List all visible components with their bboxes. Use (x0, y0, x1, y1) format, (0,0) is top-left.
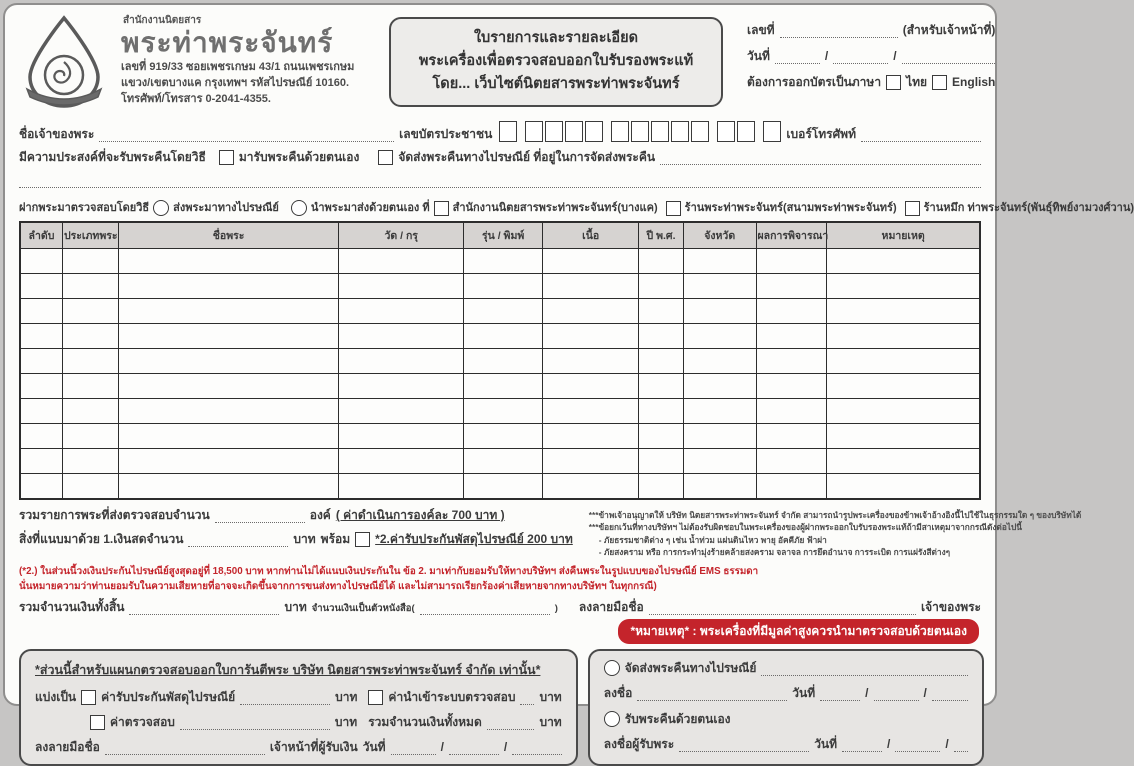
form-title-line-3: โดย... เว็บไซต์นิตยสารพระท่าพระจันทร์ (432, 76, 680, 93)
table-row (20, 349, 980, 374)
insurance-checkbox[interactable] (355, 532, 370, 547)
column-header: ชื่อพระ (118, 222, 339, 249)
insurance-warning (19, 564, 981, 594)
table-cell[interactable] (827, 474, 980, 500)
return-self-label: มารับพระคืนด้วยตนเอง (238, 150, 360, 164)
table-row (20, 449, 980, 474)
language-english-label: English (952, 75, 996, 89)
table-cell[interactable] (827, 424, 980, 449)
table-cell[interactable] (464, 449, 543, 474)
bottom-section (19, 649, 981, 766)
table-cell[interactable] (118, 424, 339, 449)
date-separator: / (440, 740, 444, 755)
return-confirm-box (588, 649, 984, 766)
table-cell[interactable] (827, 324, 980, 349)
grand-total-label: รวมจำนวนเงินทั้งสิ้น (19, 600, 125, 615)
return-date-day-field[interactable] (820, 688, 860, 701)
id-number-boxes (497, 121, 781, 142)
baht-label: บาท (293, 532, 316, 546)
date-year-field[interactable] (902, 51, 996, 64)
table-row (20, 249, 980, 274)
table-cell[interactable] (827, 274, 980, 299)
id-number-label: เลขบัตรประชาชน (399, 127, 493, 141)
column-header: จังหวัด (683, 222, 756, 249)
table-cell[interactable] (62, 349, 118, 374)
id-digit-box[interactable] (763, 121, 781, 142)
high-value-note-badge: *หมายเหตุ* : พระเครื่องที่มีมูลค่าสูงควรนำมาตรวจสอบด้วยตนเอง (618, 619, 979, 644)
summary-fee-note: ( ค่าดำเนินการองค์ละ 700 บาท ) (335, 508, 505, 522)
table-cell[interactable] (756, 399, 827, 424)
note-badge-row (19, 619, 981, 644)
table-cell[interactable] (62, 399, 118, 424)
warning-line-2: นั่นหมายความว่าท่านยอมรับในความเสียหายที่อาจจะเกิดขึ้นจากการขนส่งทางไปรษณีย์ได้ และไม่สามารถเรียกร้องค่าเสียหายจากทางบริษัทฯ ในทุกกรณี) (19, 580, 657, 592)
warning-line-1: (*2.) ในส่วนนี้วงเงินประกันไปรษณีย์สูงสุดอยู่ที่ 18,500 บาท หากท่านไม่ได้แนบเงินประกันใน ข้อ 2. มาเท่ากับยอมรับให้ทางบริษัทฯ ส่งคืนพระในรูปแบบของไปรษณีย์ EMS ธรรมดา (19, 565, 759, 577)
return-post-label: จัดส่งพระคืนทางไปรษณีย์ ที่อยู่ในการจัดส่งพระคืน (398, 150, 656, 164)
summary-left (19, 508, 573, 547)
table-cell[interactable] (639, 399, 684, 424)
column-header: รุ่น / พิมพ์ (464, 222, 543, 249)
table-cell[interactable] (827, 399, 980, 424)
phone-label: เบอร์โทรศัพท์ (786, 127, 856, 141)
place-office-label: สำนักงานนิตยสารพระท่าพระจันทร์(บางแค) (452, 202, 658, 215)
table-cell[interactable] (683, 299, 756, 324)
date-separator: / (887, 737, 891, 752)
table-cell[interactable] (827, 374, 980, 399)
language-english-checkbox[interactable] (932, 75, 947, 90)
table-cell[interactable] (639, 274, 684, 299)
table-cell[interactable] (339, 324, 464, 349)
table-cell[interactable] (683, 324, 756, 349)
id-digit-box[interactable] (651, 121, 669, 142)
office-label: สำนักงานนิตยสาร (123, 15, 202, 26)
deposit-inperson-label: นำพระมาส่งด้วยตนเอง ที่ (310, 202, 430, 215)
table-cell[interactable] (339, 249, 464, 274)
return-date-month-field[interactable] (874, 688, 919, 701)
deposit-post-label: ส่งพระมาทางไปรษณีย์ (173, 202, 279, 215)
table-cell[interactable] (62, 374, 118, 399)
table-row (20, 374, 980, 399)
fine-print-line-4: - ภัยสงคราม หรือ การกระทำมุ่งร้ายคล้ายสงคราม จลาจล การยึดอำนาจ การระเบิด การแผ่รังสีต่างๆ (598, 547, 951, 558)
amount-in-words-field[interactable] (420, 602, 550, 615)
table-cell[interactable] (756, 249, 827, 274)
return-self-radio[interactable] (604, 711, 620, 727)
table-cell[interactable] (827, 349, 980, 374)
date-label: วันที่ (747, 49, 770, 63)
owner-name-label: ชื่อเจ้าของพระ (19, 127, 95, 141)
table-cell[interactable] (62, 299, 118, 324)
table-cell[interactable] (683, 474, 756, 500)
table-cell[interactable] (683, 249, 756, 274)
id-digit-box[interactable] (545, 121, 563, 142)
table-cell[interactable] (827, 249, 980, 274)
amount-in-words-label: จำนวนเงินเป็นตัวหนังสือ( (311, 603, 415, 615)
table-cell[interactable] (464, 274, 543, 299)
table-row (20, 324, 980, 349)
place-shop2-label: ร้านหมึก ท่าพระจันทร์(พันธุ์ทิพย์งามวงศ์วาน) (923, 202, 1134, 215)
table-cell[interactable] (464, 374, 543, 399)
deposit-inperson-radio[interactable] (291, 200, 307, 216)
table-cell[interactable] (464, 349, 543, 374)
fine-print-block (589, 508, 1082, 559)
office-box-title: *ส่วนนี้สำหรับแผนกตรวจสอบออกใบการันตีพระ บริษัท นิตยสารพระท่าพระจันทร์ จำกัด เท่านั้น* (35, 663, 541, 678)
table-cell[interactable] (639, 474, 684, 500)
form-paper (3, 3, 1134, 755)
table-cell[interactable] (339, 299, 464, 324)
table-cell[interactable] (118, 374, 339, 399)
table-cell[interactable] (464, 424, 543, 449)
fine-print-line-3: - ภัยธรรมชาติต่าง ๆ เช่น น้ำท่วม แผ่นดินไหว พายุ อัคคีภัย ฟ้าผ่า (598, 534, 827, 545)
table-cell[interactable] (20, 474, 62, 500)
table-cell[interactable] (20, 449, 62, 474)
receive-date-day-field[interactable] (842, 739, 882, 752)
baht-label: บาท (539, 690, 562, 705)
table-cell[interactable] (118, 324, 339, 349)
table-cell[interactable] (62, 424, 118, 449)
office-total-field[interactable] (487, 717, 535, 730)
amulet-table-header-row (20, 222, 980, 249)
return-by-post-field[interactable] (761, 663, 967, 676)
date-separator: / (945, 737, 949, 752)
deposit-post-radio[interactable] (153, 200, 169, 216)
table-cell[interactable] (543, 349, 639, 374)
table-cell[interactable] (118, 299, 339, 324)
return-method-line (19, 150, 981, 165)
with-label: พร้อม (320, 532, 351, 546)
table-cell[interactable] (543, 424, 639, 449)
mid-section (19, 508, 1082, 559)
table-cell[interactable] (118, 274, 339, 299)
table-cell[interactable] (339, 424, 464, 449)
fee-insurance-checkbox[interactable] (81, 690, 96, 705)
receive-date-month-field[interactable] (895, 739, 940, 752)
baht-label: บาท (335, 690, 358, 705)
date-separator: / (865, 686, 869, 701)
doc-number-field[interactable] (780, 25, 898, 38)
table-row (20, 399, 980, 424)
lotus-flame-logo-icon (19, 15, 109, 109)
summary-count-field[interactable] (215, 510, 305, 523)
table-row (20, 274, 980, 299)
summary-unit-label: องค์ (309, 508, 331, 522)
table-cell[interactable] (683, 349, 756, 374)
table-cell[interactable] (683, 449, 756, 474)
table-cell[interactable] (756, 274, 827, 299)
return-method-label: มีความประสงค์ที่จะรับพระคืนโดยวิธี (19, 150, 206, 164)
return-by-post-radio[interactable] (604, 660, 620, 676)
date-day-field[interactable] (775, 51, 820, 64)
office-date-month-field[interactable] (449, 742, 499, 755)
owner-line (19, 121, 981, 142)
id-digit-box[interactable] (499, 121, 517, 142)
table-cell[interactable] (20, 249, 62, 274)
receiver-sign-field[interactable] (679, 739, 809, 752)
table-cell[interactable] (62, 249, 118, 274)
table-cell[interactable] (639, 324, 684, 349)
table-cell[interactable] (118, 449, 339, 474)
table-cell[interactable] (464, 324, 543, 349)
table-cell[interactable] (683, 274, 756, 299)
table-cell[interactable] (683, 399, 756, 424)
table-cell[interactable] (20, 324, 62, 349)
table-cell[interactable] (20, 424, 62, 449)
table-cell[interactable] (339, 399, 464, 424)
date-separator: / (893, 49, 897, 63)
address-block (121, 60, 379, 108)
table-cell[interactable] (20, 399, 62, 424)
fine-print-line-1: ***ข้าพเจ้าอนุญาตให้ บริษัท นิตยสารพระท่าพระจันทร์ จำกัด สามารถนำรูปพระเครื่องของข้าพเจ้าอ้างอิงนี้ไปใช้ในธุรกรรมใด ๆ ของบริษัทได้ (588, 510, 1082, 520)
column-header: หมายเหตุ (827, 222, 980, 249)
table-row (20, 474, 980, 500)
form-title-line-1: ใบรายการและรายละเอียด (473, 30, 639, 46)
date-separator: / (824, 49, 829, 63)
baht-label: บาท (539, 715, 562, 730)
table-cell[interactable] (339, 274, 464, 299)
table-cell[interactable] (118, 399, 339, 424)
fee-insurance-field[interactable] (240, 692, 330, 705)
table-cell[interactable] (339, 374, 464, 399)
fine-print-line-2: ***ข้อยกเว้นที่ทางบริษัทฯ ไม่ต้องรับผิดชอบในพระเครื่องของผู้ฝากพระออกใบรับรองพระแท้ถ้ามีสาเหตุมาจากกรณีดังต่อไปนี้ (588, 522, 1022, 533)
table-cell[interactable] (756, 349, 827, 374)
table-row (20, 299, 980, 324)
place-shop1-label: ร้านพระท่าพระจันทร์(สนามพระท่าพระจันทร์) (684, 202, 897, 215)
table-cell[interactable] (543, 249, 639, 274)
amount-in-words-close: ) (554, 603, 558, 615)
table-cell[interactable] (118, 474, 339, 500)
table-cell[interactable] (756, 474, 827, 500)
form-title-box (389, 17, 723, 107)
language-thai-checkbox[interactable] (886, 75, 901, 90)
table-cell[interactable] (118, 349, 339, 374)
date-separator: / (503, 740, 508, 755)
baht-label: บาท (284, 600, 307, 615)
place-shop2-checkbox[interactable] (905, 201, 920, 216)
receive-date-year-field[interactable] (954, 739, 968, 752)
amulet-list-table (19, 221, 981, 500)
table-cell[interactable] (756, 424, 827, 449)
amulet-table-body (20, 249, 980, 500)
table-cell[interactable] (639, 299, 684, 324)
officer-signature-field[interactable] (105, 742, 265, 755)
fee-inspect-checkbox[interactable] (90, 715, 105, 730)
attachment-label: สิ่งที่แนบมาด้วย 1.เงินสดจำนวน (19, 532, 184, 546)
place-office-checkbox[interactable] (434, 201, 449, 216)
table-cell[interactable] (20, 349, 62, 374)
id-digit-box[interactable] (565, 121, 583, 142)
table-cell[interactable] (639, 349, 684, 374)
owner-name-field[interactable] (99, 129, 394, 142)
form-title-line-2: พระเครื่องเพื่อตรวจสอบออกใบรับรองพระแท้ (418, 53, 694, 70)
deposit-method-label: ฝากพระมาตรวจสอบโดยวิธี (19, 202, 150, 215)
table-cell[interactable] (639, 249, 684, 274)
date-label: วันที่ (814, 737, 838, 752)
id-digit-box[interactable] (585, 121, 603, 142)
officer-signature-suffix: เจ้าหน้าที่ผู้รับเงิน (269, 740, 358, 755)
return-self-checkbox[interactable] (219, 150, 234, 165)
date-label: วันที่ (362, 740, 386, 755)
table-cell[interactable] (639, 424, 684, 449)
brand-logo (19, 13, 111, 114)
id-digit-box[interactable] (691, 121, 709, 142)
fee-insurance-label: ค่ารับประกันพัสดุไปรษณีย์ (101, 690, 236, 705)
fee-entry-field[interactable] (520, 692, 534, 705)
deposit-method-line (19, 200, 1134, 216)
id-digit-box[interactable] (525, 121, 543, 142)
table-cell[interactable] (339, 349, 464, 374)
owner-signature-label: ลงลายมือชื่อ (578, 600, 644, 615)
table-cell[interactable] (756, 374, 827, 399)
table-cell[interactable] (639, 449, 684, 474)
grand-total-field[interactable] (129, 602, 279, 615)
id-digit-box[interactable] (737, 121, 755, 142)
column-header: ประเภทพระ (62, 222, 118, 249)
table-cell[interactable] (543, 449, 639, 474)
return-self-option-label: รับพระคืนด้วยตนเอง (624, 712, 731, 727)
totals-row (19, 600, 981, 615)
table-cell[interactable] (464, 474, 543, 500)
language-thai-label: ไทย (906, 75, 928, 89)
column-header: เนื้อ (543, 222, 639, 249)
owner-signature-suffix: เจ้าของพระ (921, 600, 981, 615)
receiver-sign-label: ลงชื่อผู้รับพระ (603, 737, 675, 752)
column-header: ปี พ.ศ. (639, 222, 684, 249)
phone-field[interactable] (861, 129, 981, 142)
id-digit-box[interactable] (717, 121, 735, 142)
divide-label: แบ่งเป็น (35, 690, 77, 705)
table-cell[interactable] (20, 299, 62, 324)
table-cell[interactable] (62, 474, 118, 500)
table-row (20, 424, 980, 449)
id-digit-box[interactable] (671, 121, 689, 142)
table-cell[interactable] (62, 449, 118, 474)
column-header: วัด / กรุ (339, 222, 464, 249)
table-cell[interactable] (683, 424, 756, 449)
table-cell[interactable] (339, 474, 464, 500)
table-cell[interactable] (827, 299, 980, 324)
office-date-day-field[interactable] (391, 742, 436, 755)
summary-count-label: รวมรายการพระที่ส่งตรวจสอบจำนวน (19, 508, 210, 522)
office-use-box (19, 649, 578, 766)
brand-block (121, 13, 379, 108)
table-cell[interactable] (543, 474, 639, 500)
return-date-year-field[interactable] (932, 688, 968, 701)
officer-signature-label: ลงลายมือชื่อ (35, 740, 100, 755)
table-cell[interactable] (683, 374, 756, 399)
table-cell[interactable] (756, 299, 827, 324)
id-digit-box[interactable] (631, 121, 649, 142)
return-address-field[interactable] (660, 152, 981, 165)
fee-inspect-field[interactable] (180, 717, 330, 730)
doc-number-label: เลขที่ (747, 23, 775, 37)
office-date-year-field[interactable] (512, 742, 561, 755)
return-sign-field[interactable] (637, 688, 787, 701)
table-cell[interactable] (118, 249, 339, 274)
office-total-label: รวมจำนวนเงินทั้งหมด (368, 715, 482, 730)
table-cell[interactable] (543, 399, 639, 424)
table-cell[interactable] (464, 299, 543, 324)
officer-note: (สำหรับเจ้าหน้าที่) (902, 23, 996, 37)
date-month-field[interactable] (833, 51, 888, 64)
table-cell[interactable] (20, 374, 62, 399)
table-cell[interactable] (464, 399, 543, 424)
id-digit-box[interactable] (611, 121, 629, 142)
table-cell[interactable] (339, 449, 464, 474)
return-post-checkbox[interactable] (378, 150, 393, 165)
fee-entry-checkbox[interactable] (368, 690, 383, 705)
return-address-line2 (19, 175, 981, 188)
table-cell[interactable] (756, 449, 827, 474)
table-cell[interactable] (827, 449, 980, 474)
table-cell[interactable] (756, 324, 827, 349)
date-label: วันที่ (792, 686, 816, 701)
column-header: ลำดับ (20, 222, 62, 249)
form-header (19, 13, 996, 114)
place-shop1-checkbox[interactable] (666, 201, 681, 216)
return-sign-label: ลงชื่อ (603, 686, 633, 701)
table-cell[interactable] (543, 274, 639, 299)
table-cell[interactable] (543, 324, 639, 349)
date-separator: / (923, 686, 927, 701)
table-cell[interactable] (62, 324, 118, 349)
fee-entry-label: ค่านำเข้าระบบตรวจสอบ (388, 690, 516, 705)
table-cell[interactable] (543, 299, 639, 324)
address-line-3: โทรศัพท์/โทรสาร 0-2041-4355. (121, 93, 271, 106)
column-header: ผลการพิจารณา (756, 222, 827, 249)
address-line-2: แขวง/เขตบางแค กรุงเทพฯ รหัสไปรษณีย์ 10160. (121, 77, 350, 90)
language-label: ต้องการออกบัตรเป็นภาษา (747, 75, 882, 89)
table-cell[interactable] (62, 274, 118, 299)
fee-inspect-label: ค่าตรวจสอบ (110, 715, 175, 730)
brand-name: พระท่าพระจันทร์ (121, 27, 334, 58)
table-cell[interactable] (639, 374, 684, 399)
return-by-post-label: จัดส่งพระคืนทางไปรษณีย์ (624, 661, 757, 676)
cash-amount-field[interactable] (188, 534, 288, 547)
table-cell[interactable] (20, 274, 62, 299)
baht-label: บาท (334, 715, 358, 730)
return-address-field-2[interactable] (19, 175, 981, 188)
address-line-1: เลขที่ 919/33 ซอยเพชรเกษม 43/1 ถนนเพชรเกษม (121, 61, 355, 74)
header-right (733, 13, 995, 90)
table-cell[interactable] (464, 249, 543, 274)
owner-signature-field[interactable] (649, 602, 916, 615)
table-cell[interactable] (543, 374, 639, 399)
insurance-label: *2.ค่ารับประกันพัสดุไปรษณีย์ 200 บาท (375, 532, 573, 546)
